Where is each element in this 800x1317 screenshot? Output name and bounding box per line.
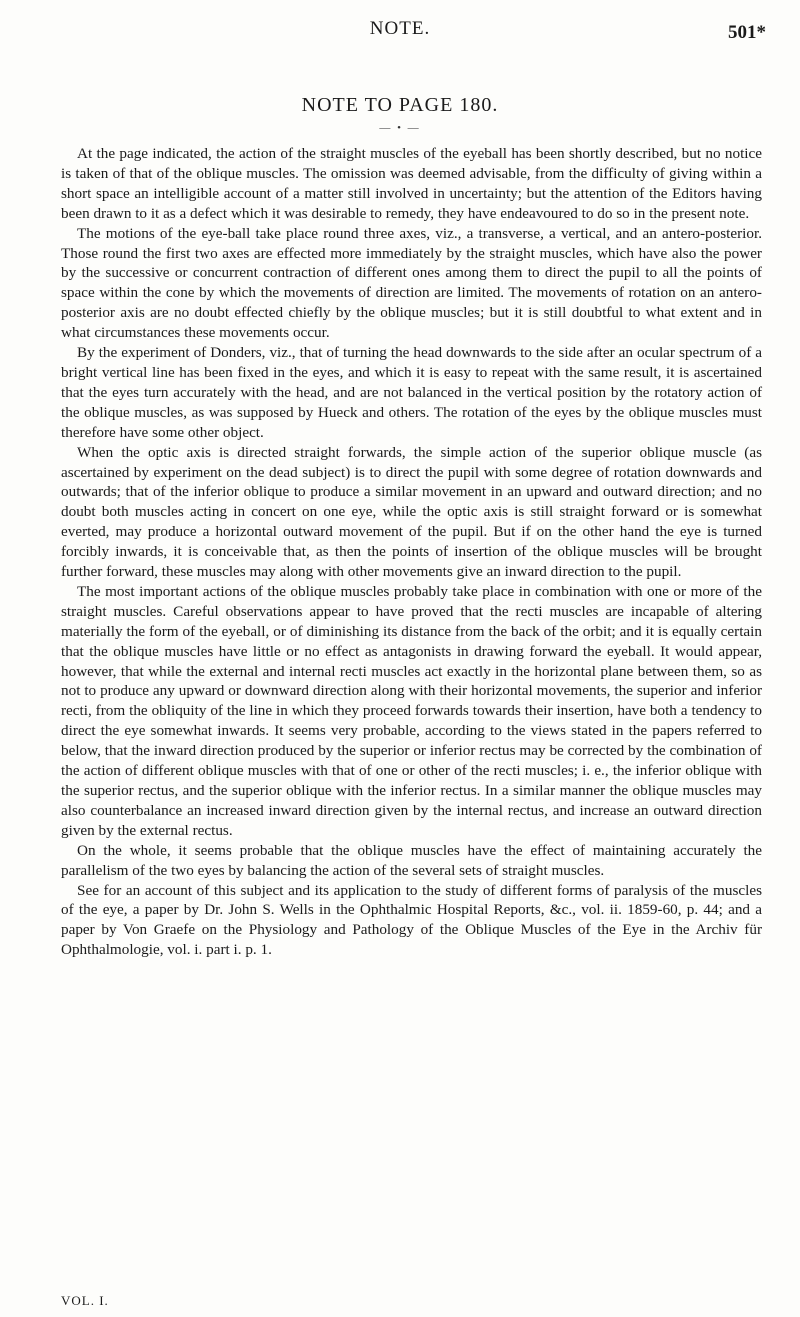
paragraph: When the optic axis is directed straight forwards, the simple action of the superior oblique muscle (as ascertained by experiment on the dead subject) is to direct the pupil with some degree of rotation downwards and outwards; that of the inferior oblique to produce a similar movement in an upward and outward direction; and no doubt both muscles acting in concert on one eye, while the optic axis is still straight forward or is somewhat everted, may produce a horizontal outward movement of the pupil. But if on the other hand the eye is turned forcibly inwards, it is conceivable that, as then the points of insertion of the oblique muscles will be brought further forward, these muscles may along with other movements give an inward direction to the pupil.: [61, 443, 762, 581]
note-body: [61, 144, 762, 960]
paragraph: On the whole, it seems probable that the oblique muscles have the effect of maintaining accurately the parallelism of the two eyes by balancing the action of the several sets of straight muscles.: [61, 841, 762, 879]
signature-mark: VOL. I.: [61, 1293, 109, 1308]
note-title: NOTE TO PAGE 180.: [301, 94, 499, 116]
paragraph: The most important actions of the oblique muscles probably take place in combination with one or more of the straight muscles. Careful observations appear to have proved that the recti muscles are incapable of altering materially the form of the eyeball, or of diminishing its distance from the back of the orbit; and it is equally certain that the oblique muscles have little or no effect as antagonists in drawing forward the eyeball. It would appear, however, that while the external and internal recti muscles act exactly in the horizontal plane between them, so as not to produce any upward or downward direction along with their horizontal movements, the superior and inferior recti, from the obliquity of the line in which they proceed forwards towards their insertion, have both a tendency to direct the eye somewhat inwards. It seems very probable, according to the views stated in the papers referred to below, that the inward direction produced by the superior or inferior rectus may be corrected by the combination of the action of different oblique muscles with that of one or other of the recti muscles; i. e., the inferior oblique with the superior rectus, and the superior oblique with the inferior rectus. In a similar manner the oblique muscles may also counterbalance an increased inward direction given by the internal rectus, and increase an outward direction given by the external rectus.: [61, 582, 762, 839]
paragraph: At the page indicated, the action of the straight muscles of the eyeball has been shortly described, but no notice is taken of that of the oblique muscles. The omission was deemed advisable, from the difficulty of giving within a short space an intelligible account of a matter still involved in uncertainty; but the attention of the Editors having been drawn to it as a defect which it was desirable to remedy, they have endeavoured to do so in the present note.: [61, 145, 762, 222]
paragraph: See for an account of this subject and its application to the study of different forms of paralysis of the muscles of the eye, a paper by Dr. John S. Wells in the Ophthalmic Hospital Reports, &c., vol. ii. 1859-60, p. 44; and a paper by Von Graefe on the Physiology and Pathology of the Oblique Muscles of the Eye in the Archiv für Ophthalmologie, vol. i. part i. p. 1.: [61, 881, 762, 959]
running-head: NOTE.: [369, 18, 431, 39]
title-ornament: — • —: [379, 122, 421, 134]
paragraph: The motions of the eye-ball take place round three axes, viz., a transverse, a vertical, and an antero-posterior. Those round the first two axes are effected more immediately by the straight muscles, which have also the power by the successive or concurrent contraction of different ones among them to direct the pupil to all the points of space within the cone by which the movements of direction are limited. The movements of rotation on an antero-posterior axis are no doubt effected chiefly by the oblique muscles; but it is still doubtful to what extent and in what circumstances these movements occur.: [61, 224, 762, 342]
page-number: 501*: [728, 22, 766, 43]
paragraph: By the experiment of Donders, viz., that of turning the head downwards to the side after an ocular spectrum of a bright vertical line has been fixed in the eyes, and which it is easy to repeat with the same result, it is ascertained that the eyes turn accurately with the head, and are not balanced in the vertical position by the rotatory action of the oblique muscles, as was supposed by Hueck and others. The rotation of the eyes by the oblique muscles must therefore have some other object.: [61, 344, 762, 441]
